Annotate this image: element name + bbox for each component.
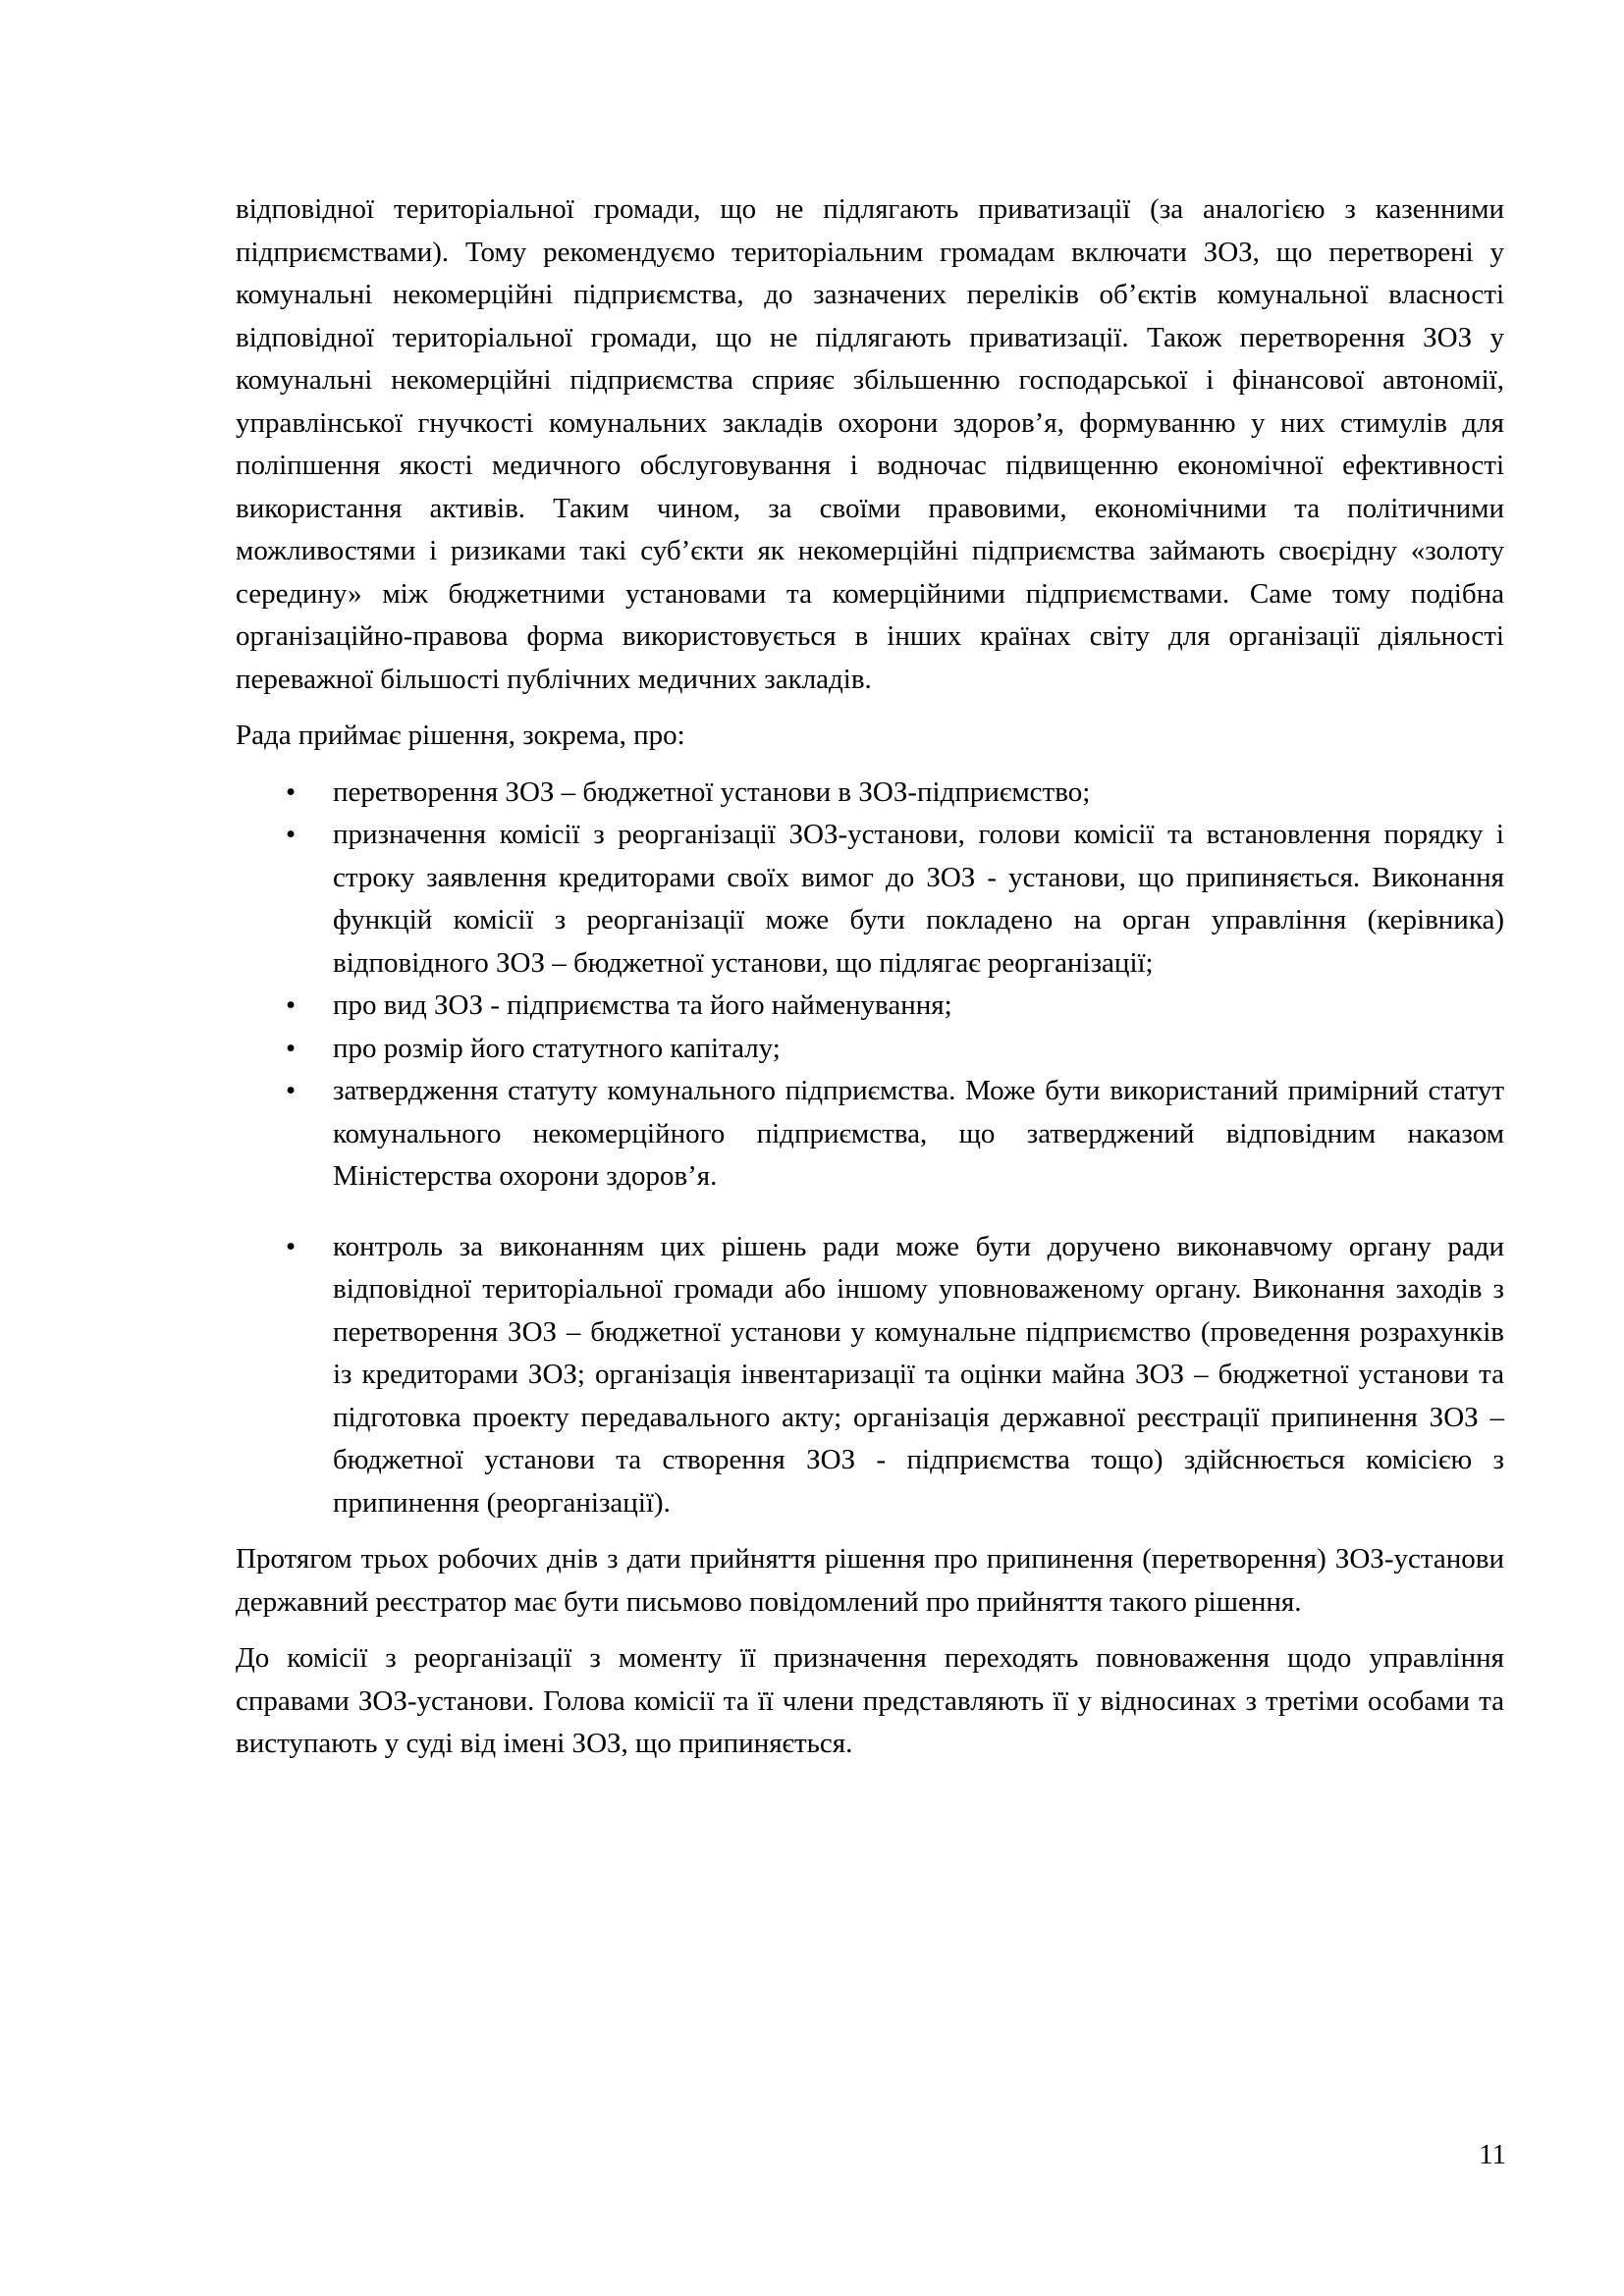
list-item: [236, 985, 1504, 1028]
page-number: 11: [1479, 2139, 1506, 2170]
list-item: [236, 772, 1504, 815]
list-item: [236, 1226, 1504, 1525]
bullet-icon: •: [286, 1075, 297, 1106]
bullet-icon: •: [286, 819, 297, 850]
bullet-icon: •: [286, 1230, 297, 1262]
document-body: [236, 188, 1504, 1766]
list-item-text: затвердження статуту комунального підприємства. Може бути використаний примірний статут комунального некомерційного підприємства, що затверджений відповідним наказом Міністерства охорони здоров’я.: [333, 1075, 1504, 1192]
council-decision-intro: Рада приймає рішення, зокрема, про:: [236, 720, 685, 751]
bullet-icon: •: [286, 1032, 297, 1064]
bullet-icon: •: [286, 989, 297, 1021]
list-item-text: призначення комісії з реорганізації ЗОЗ-установи, голови комісії та встановлення порядку і строку заявлення кредиторами своїх вимог до ЗОЗ - установи, що припиняється. Виконання функцій комісії з реорганізації може бути покладено на орган управління (керівника) відповідного ЗОЗ – бюджетної установи, що підлягає реорганізації;: [333, 819, 1504, 979]
paragraph-npo-benefits: відповідної територіальної громади, що не підлягають приватизації (за аналогією з казенними підприємствами). Тому рекомендуємо територіальним громадам включати ЗОЗ, що перетворені у комунальні некомерційні підприємства, до зазначених переліків об’єктів комунальної власності відповідної територіальної громади, що не підлягають приватизації. Також перетворення ЗОЗ у комунальні некомерційні підприємства сприяє збільшенню господарської і фінансової автономії, управлінської гнучкості комунальних закладів охорони здоров’я, формуванню у них стимулів для поліпшення якості медичного обслуговування і водночас підвищенню економічної ефективності використання активів. Таким чином, за своїми правовими, економічними та політичними можливостями і ризиками такі суб’єкти як некомерційні підприємства займають своєрідну «золоту середину» між бюджетними установами та комерційними підприємствами. Саме тому подібна організаційно-правова форма використовується в інших країнах світу для організації діяльності переважної більшості публічних медичних закладів.: [236, 193, 1504, 695]
list-item-text: про вид ЗОЗ - підприємства та його найменування;: [333, 989, 952, 1021]
paragraph-registrar-notice: Протягом трьох робочих днів з дати прийняття рішення про припинення (перетворення) ЗОЗ-установи державний реєстратор має бути письмово повідомлений про прийняття такого рішення.: [236, 1543, 1504, 1618]
list-item-text: перетворення ЗОЗ – бюджетної установи в ЗОЗ-підприємство;: [333, 775, 1091, 808]
list-item-text: контроль за виконанням цих рішень ради може бути доручено виконавчому органу ради відповідної територіальної громади або іншому уповноваженому органу. Виконання заходів з перетворення ЗОЗ – бюджетної установи у комунальне підприємство (проведення розрахунків із кредиторами ЗОЗ; організація інвентаризації та оцінки майна ЗОЗ – бюджетної установи та підготовка проекту передавального акту; організація державної реєстрації припинення ЗОЗ – бюджетної установи та створення ЗОЗ - підприємства тощо) здійснюється комісією з припинення (реорганізації).: [333, 1230, 1504, 1519]
bullet-icon: •: [286, 775, 297, 808]
list-item: [236, 814, 1504, 985]
council-decisions-list: [236, 772, 1504, 1525]
list-item-text: про розмір його статутного капіталу;: [333, 1032, 781, 1064]
paragraph-commission-powers: До комісії з реорганізації з моменту її призначення переходять повноваження щодо управління справами ЗОЗ-установи. Голова комісії та її члени представляють її у відносинах з третіми особами та виступають у суді від імені ЗОЗ, що припиняється.: [236, 1642, 1504, 1759]
list-item: [236, 1028, 1504, 1071]
list-item: [236, 1070, 1504, 1199]
